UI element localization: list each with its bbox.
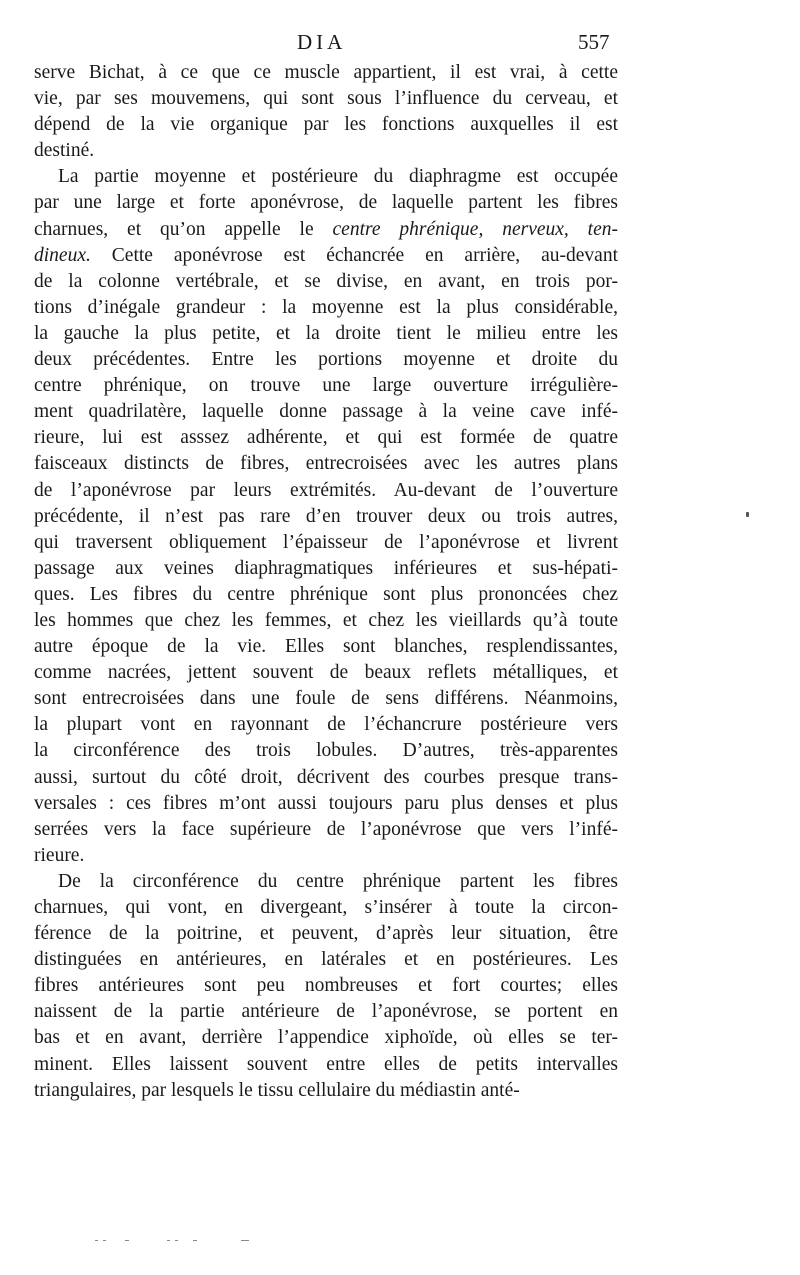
text-line: passage aux veines diaphragmatiques inférieures et sus-hépati- (34, 557, 618, 579)
text-line: sont entrecroisées dans une foule de sens différens. Néanmoins, (34, 688, 618, 710)
text-line: versales : ces fibres m’ont aussi toujours paru plus denses et plus (34, 792, 618, 814)
text-line: vie, par ses mouvemens, qui sont sous l’influence du cerveau, et (34, 88, 618, 110)
text-line: deux précédentes. Entre les portions moyenne et droite du (34, 349, 618, 371)
text-line: tions d’inégale grandeur : la moyenne est la plus considérable, (34, 296, 618, 318)
text-line: par une large et forte aponévrose, de laquelle partent les fibres (34, 192, 618, 214)
footer-marks (95, 1238, 275, 1244)
text-line: serve Bichat, à ce que ce muscle appartient, il est vrai, à cette (34, 62, 618, 83)
running-head (0, 30, 800, 60)
text-line: faisceaux distincts de fibres, entrecroisées avec les autres plans (34, 453, 618, 475)
text-line: bas et en avant, derrière l’appendice xiphoïde, où elles se ter- (34, 1027, 618, 1049)
text-line: la gauche la plus petite, et la droite tient le milieu entre les (34, 322, 618, 344)
running-title: DIA (297, 30, 347, 54)
text-line: dineux. Cette aponévrose est échancrée en arrière, au-devant (34, 244, 618, 266)
text-line: la circonférence des trois lobules. D’autres, très-apparentes (34, 740, 618, 762)
body-text (34, 60, 618, 1104)
text-line: De la circonférence du centre phrénique partent les fibres (58, 870, 618, 892)
text-line: triangulaires, par lesquels le tissu cellulaire du médiastin anté- (34, 1079, 520, 1101)
text-line: ment quadrilatère, laquelle donne passage à la veine cave infé- (34, 401, 618, 423)
page-number: 557 (578, 30, 610, 54)
text-line: centre phrénique, on trouve une large ouverture irrégulière- (34, 375, 618, 397)
text-line: rieure, lui est asssez adhérente, et qui est formée de quatre (34, 427, 618, 449)
text-line: La partie moyenne et postérieure du diaphragme est occupée (58, 166, 618, 188)
text-line: naissent de la partie antérieure de l’aponévrose, se portent en (34, 1001, 618, 1023)
text-line: distinguées en antérieures, en latérales et en postérieures. Les (34, 949, 618, 971)
text-line: ques. Les fibres du centre phrénique sont plus prononcées chez (34, 583, 618, 605)
margin-speck (746, 512, 749, 517)
paragraph (34, 164, 618, 869)
text-line: serrées vers la face supérieure de l’aponévrose que vers l’infé- (34, 818, 618, 840)
text-line: dépend de la vie organique par les fonctions auxquelles il est (34, 114, 618, 136)
text-line: les hommes que chez les femmes, et chez les vieillards qu’à toute (34, 609, 618, 631)
text-line: comme nacrées, jettent souvent de beaux reflets métalliques, et (34, 662, 618, 684)
text-line: aussi, surtout du côté droit, décrivent des courbes presque trans- (34, 766, 618, 788)
text-line: minent. Elles laissent souvent entre elles de petits intervalles (34, 1053, 618, 1075)
text-line: charnues, qui vont, en divergeant, s’insérer à toute la circon- (34, 897, 618, 918)
text-line: de l’aponévrose par leurs extrémités. Au-devant de l’ouverture (34, 479, 618, 501)
text-line: de la colonne vertébrale, et se divise, en avant, en trois por- (34, 270, 618, 292)
text-line: destiné. (34, 140, 95, 162)
text-line: précédente, il n’est pas rare d’en trouver deux ou trois autres, (34, 505, 618, 527)
text-line: rieure. (34, 844, 85, 866)
text-line: férence de la poitrine, et peuvent, d’après leur situation, être (34, 923, 618, 945)
text-line: la plupart vont en rayonnant de l’échancrure postérieure vers (34, 714, 618, 736)
paragraph (34, 869, 618, 1104)
text-line: charnues, et qu’on appelle le centre phrénique, nerveux, ten- (34, 218, 618, 240)
text-line: fibres antérieures sont peu nombreuses et fort courtes; elles (34, 975, 618, 997)
text-line: autre époque de la vie. Elles sont blanches, resplendissantes, (34, 636, 618, 658)
text-line: qui traversent obliquement l’épaisseur de l’aponévrose et livrent (34, 531, 618, 553)
paragraph (34, 60, 618, 164)
